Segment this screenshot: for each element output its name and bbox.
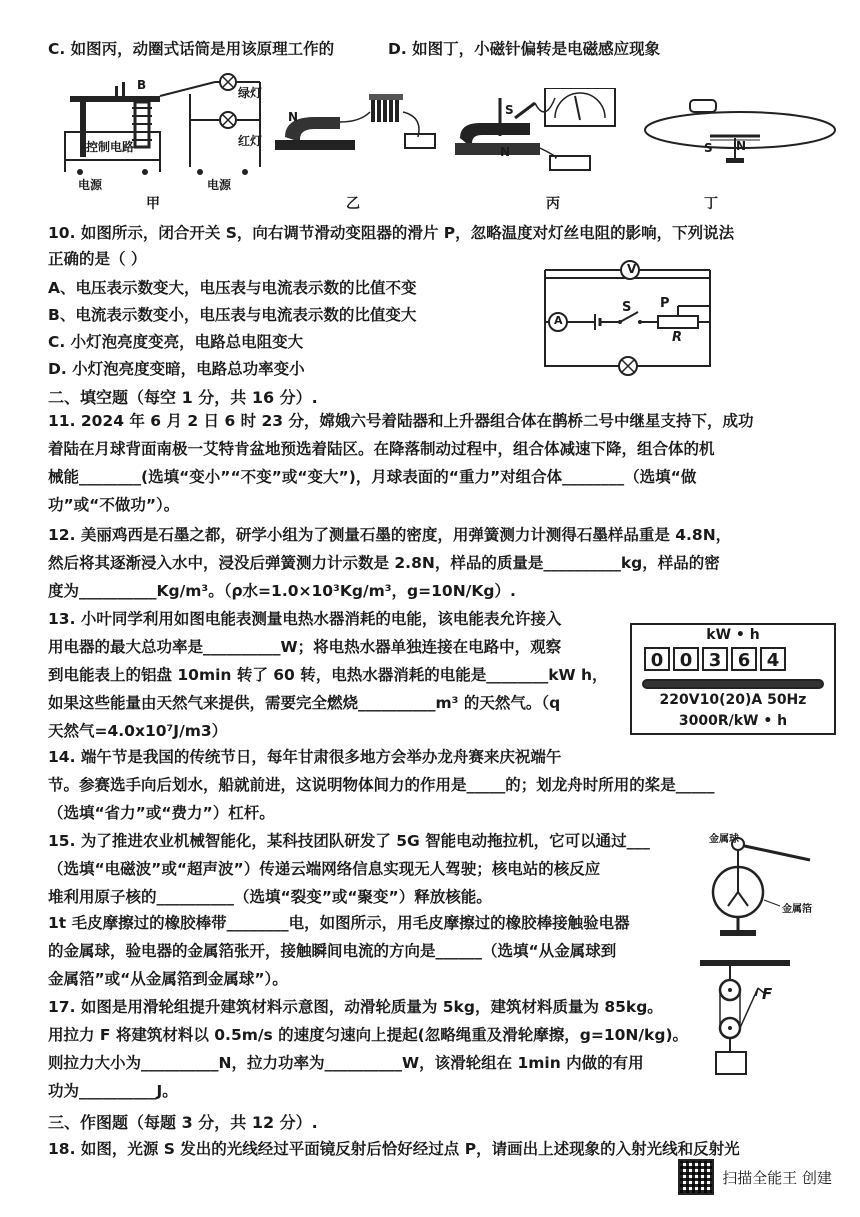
meter-rating: 220V10(20)A 50Hz [659,692,807,708]
q17-line-2: 用拉力 F 将建筑材料以 0.5m/s 的速度匀速向上提起(忽略绳重及滑轮摩擦，g=10N/kg)。 [48,1026,689,1044]
fig-jia-red-label: 红灯 [238,134,263,148]
q10-stem-line-2: 正确的是（ ） [48,250,147,268]
q11-line-2: 着陆在月球背面南极一艾特肯盆地预选着陆区。在降落制动过程中，组合体减速下降，组合体的机 [48,440,715,458]
meter-digit: 0 [644,647,670,671]
meter-digit: 0 [673,647,699,671]
fig-jia-source2-label: 电源 [207,178,232,192]
q15-line-1: 15. 为了推进农业机械智能化，某科技团队研发了 5G 智能电动拖拉机，它可以通过___ [48,832,650,850]
q12-line-2: 然后将其逐渐浸入水中，浸没后弹簧测力计示数是 2.8N，样品的质量是__________kg，样品的密 [48,554,720,572]
q10-option-c: C. 小灯泡亮度变亮，电路总电阻变大 [48,333,304,351]
circuit-a-label: A [554,314,563,327]
q16-line-2: 的金属球，验电器的金属箔张开，接触瞬间电流的方向是______（选填“从金属球到 [48,942,617,960]
q10-option-d: D. 小灯泡亮度变暗，电路总功率变小 [48,360,305,378]
q13-line-4: 如果这些能量由天然气来提供，需要完全燃烧__________m³ 的天然气。（q [48,694,561,712]
fig-jia-green-label: 绿灯 [238,86,263,100]
circuit-s-label: S [622,300,632,315]
meter-digits [644,647,789,671]
section-2-heading: 二、填空题（每空 1 分，共 16 分）. [48,388,318,407]
q17-line-3: 则拉力大小为__________N，拉力功率为__________W，该滑轮组在 1min 内做的有用 [48,1054,644,1072]
electroscope-figure [700,830,825,945]
pulley-f-label: F [762,985,773,1003]
q17-line-1: 17. 如图是用滑轮组提升建筑材料示意图，动滑轮质量为 5kg，建筑材料质量为 85kg。 [48,998,663,1016]
fig-label-yi: 乙 [346,196,360,212]
figure-bing-generator [455,88,630,178]
q13-line-5: 天然气=4.0x10⁷J/m3） [48,722,228,740]
pulley-system-figure [700,960,790,1085]
qr-code-icon [678,1159,714,1195]
fig-jia-control-label: 控制电路 [86,140,135,154]
q13-line-3: 到电能表上的铝盘 10min 转了 60 转，电热水器消耗的电能是________kW h， [48,666,608,684]
fig-bing-n-label: N [500,145,511,159]
meter-disc [642,679,824,689]
fig-label-ding: 丁 [704,196,718,212]
q10-option-b: B、电流表示数变小，电压表与电流表示数的比值变大 [48,306,417,324]
q11-line-4: 功”或“不做功”）。 [48,496,180,514]
meter-digit: 6 [731,647,757,671]
fig-ding-n-label: N [736,139,747,153]
figure-ding-compass-wire [640,92,840,172]
fig-ding-s-label: S [704,141,713,155]
q14-line-2: 节。参赛选手向后划水，船就前进，这说明物体间力的作用是_____的；划龙舟时所用的桨是_____ [48,776,715,794]
q10-circuit-diagram [540,258,720,378]
q9-option-c: C. 如图丙，动圈式话筒是用该原理工作的 [48,40,335,58]
q11-line-3: 械能________(选填“变小”“不变”或“变大”)，月球表面的“重力”对组合体________（选填“做 [48,468,697,486]
q13-line-2: 用电器的最大总功率是__________W；将电热水器单独连接在电路中，观察 [48,638,562,656]
q10-option-a: A、电压表示数变大，电压表与电流表示数的比值不变 [48,279,417,297]
meter-digit: 4 [760,647,786,671]
q9-option-d: D. 如图丁，小磁针偏转是电磁感应现象 [388,40,661,58]
q10-stem-line-1: 10. 如图所示，闭合开关 S，向右调节滑动变阻器的滑片 P，忽略温度对灯丝电阻的影响，下列说法 [48,224,735,242]
q15-line-2: （选填“电磁波”或“超声波”）传递云端网络信息实现无人驾驶；核电站的核反应 [48,860,601,878]
meter-unit: kW • h [706,627,760,643]
electroscope-foil-label: 金属箔 [782,904,812,915]
q16-line-3: 金属箔”或“从金属箔到金属球”）。 [48,970,288,988]
watermark-text: 扫描全能王 创建 [722,1168,832,1187]
figure-yi-magnet-coil [275,82,440,162]
meter-revolutions: 3000R/kW • h [678,713,788,729]
q16-line-1: 1t 毛皮摩擦过的橡胶棒带________电，如图所示，用毛皮摩擦过的橡胶棒接触验电器 [48,914,630,932]
q18-line-1: 18. 如图，光源 S 发出的光线经过平面镜反射后恰好经过点 P，请画出上述现象的入射光线和反射光 [48,1140,740,1158]
fig-yi-n-label: N [288,110,299,124]
fig-jia-b-label: B [137,78,147,92]
fig-label-bing: 丙 [546,196,560,212]
meter-digit: 3 [702,647,728,671]
q14-line-1: 14. 端午节是我国的传统节日，每年甘肃很多地方会举办龙舟赛来庆祝端午 [48,748,562,766]
fig-label-jia: 甲 [146,196,160,212]
section-3-heading: 三、作图题（每题 3 分，共 12 分）. [48,1113,318,1132]
q13-line-1: 13. 小叶同学利用如图电能表测量电热水器消耗的电能，该电能表允许接入 [48,610,562,628]
electroscope-ball-label: 金属球 [709,834,739,845]
q15-line-3: 堆利用原子核的__________（选填“裂变”或“聚变”）释放核能。 [48,888,492,906]
electric-meter [630,623,836,735]
q11-line-1: 11. 2024 年 6 月 2 日 6 时 23 分，嫦娥六号着陆器和上升器组合体在鹊桥二号中继星支持下，成功 [48,412,754,430]
circuit-p-label: P [660,296,670,311]
q17-line-4: 功为__________J。 [48,1082,178,1100]
scanner-watermark [678,1159,832,1195]
circuit-v-label: V [627,262,637,276]
fig-bing-s-label: S [505,103,514,117]
q12-line-1: 12. 美丽鸡西是石墨之都，研学小组为了测量石墨的密度，用弹簧测力计测得石墨样品重是 4.8N， [48,526,732,544]
q14-line-3: （选填“省力”或“费力”）杠杆。 [48,804,275,822]
circuit-r-label: R [672,330,683,345]
fig-jia-source1-label: 电源 [78,178,103,192]
q12-line-3: 度为__________Kg/m³。（ρ水=1.0×10³Kg/m³，g=10N/Kg）. [48,582,516,600]
